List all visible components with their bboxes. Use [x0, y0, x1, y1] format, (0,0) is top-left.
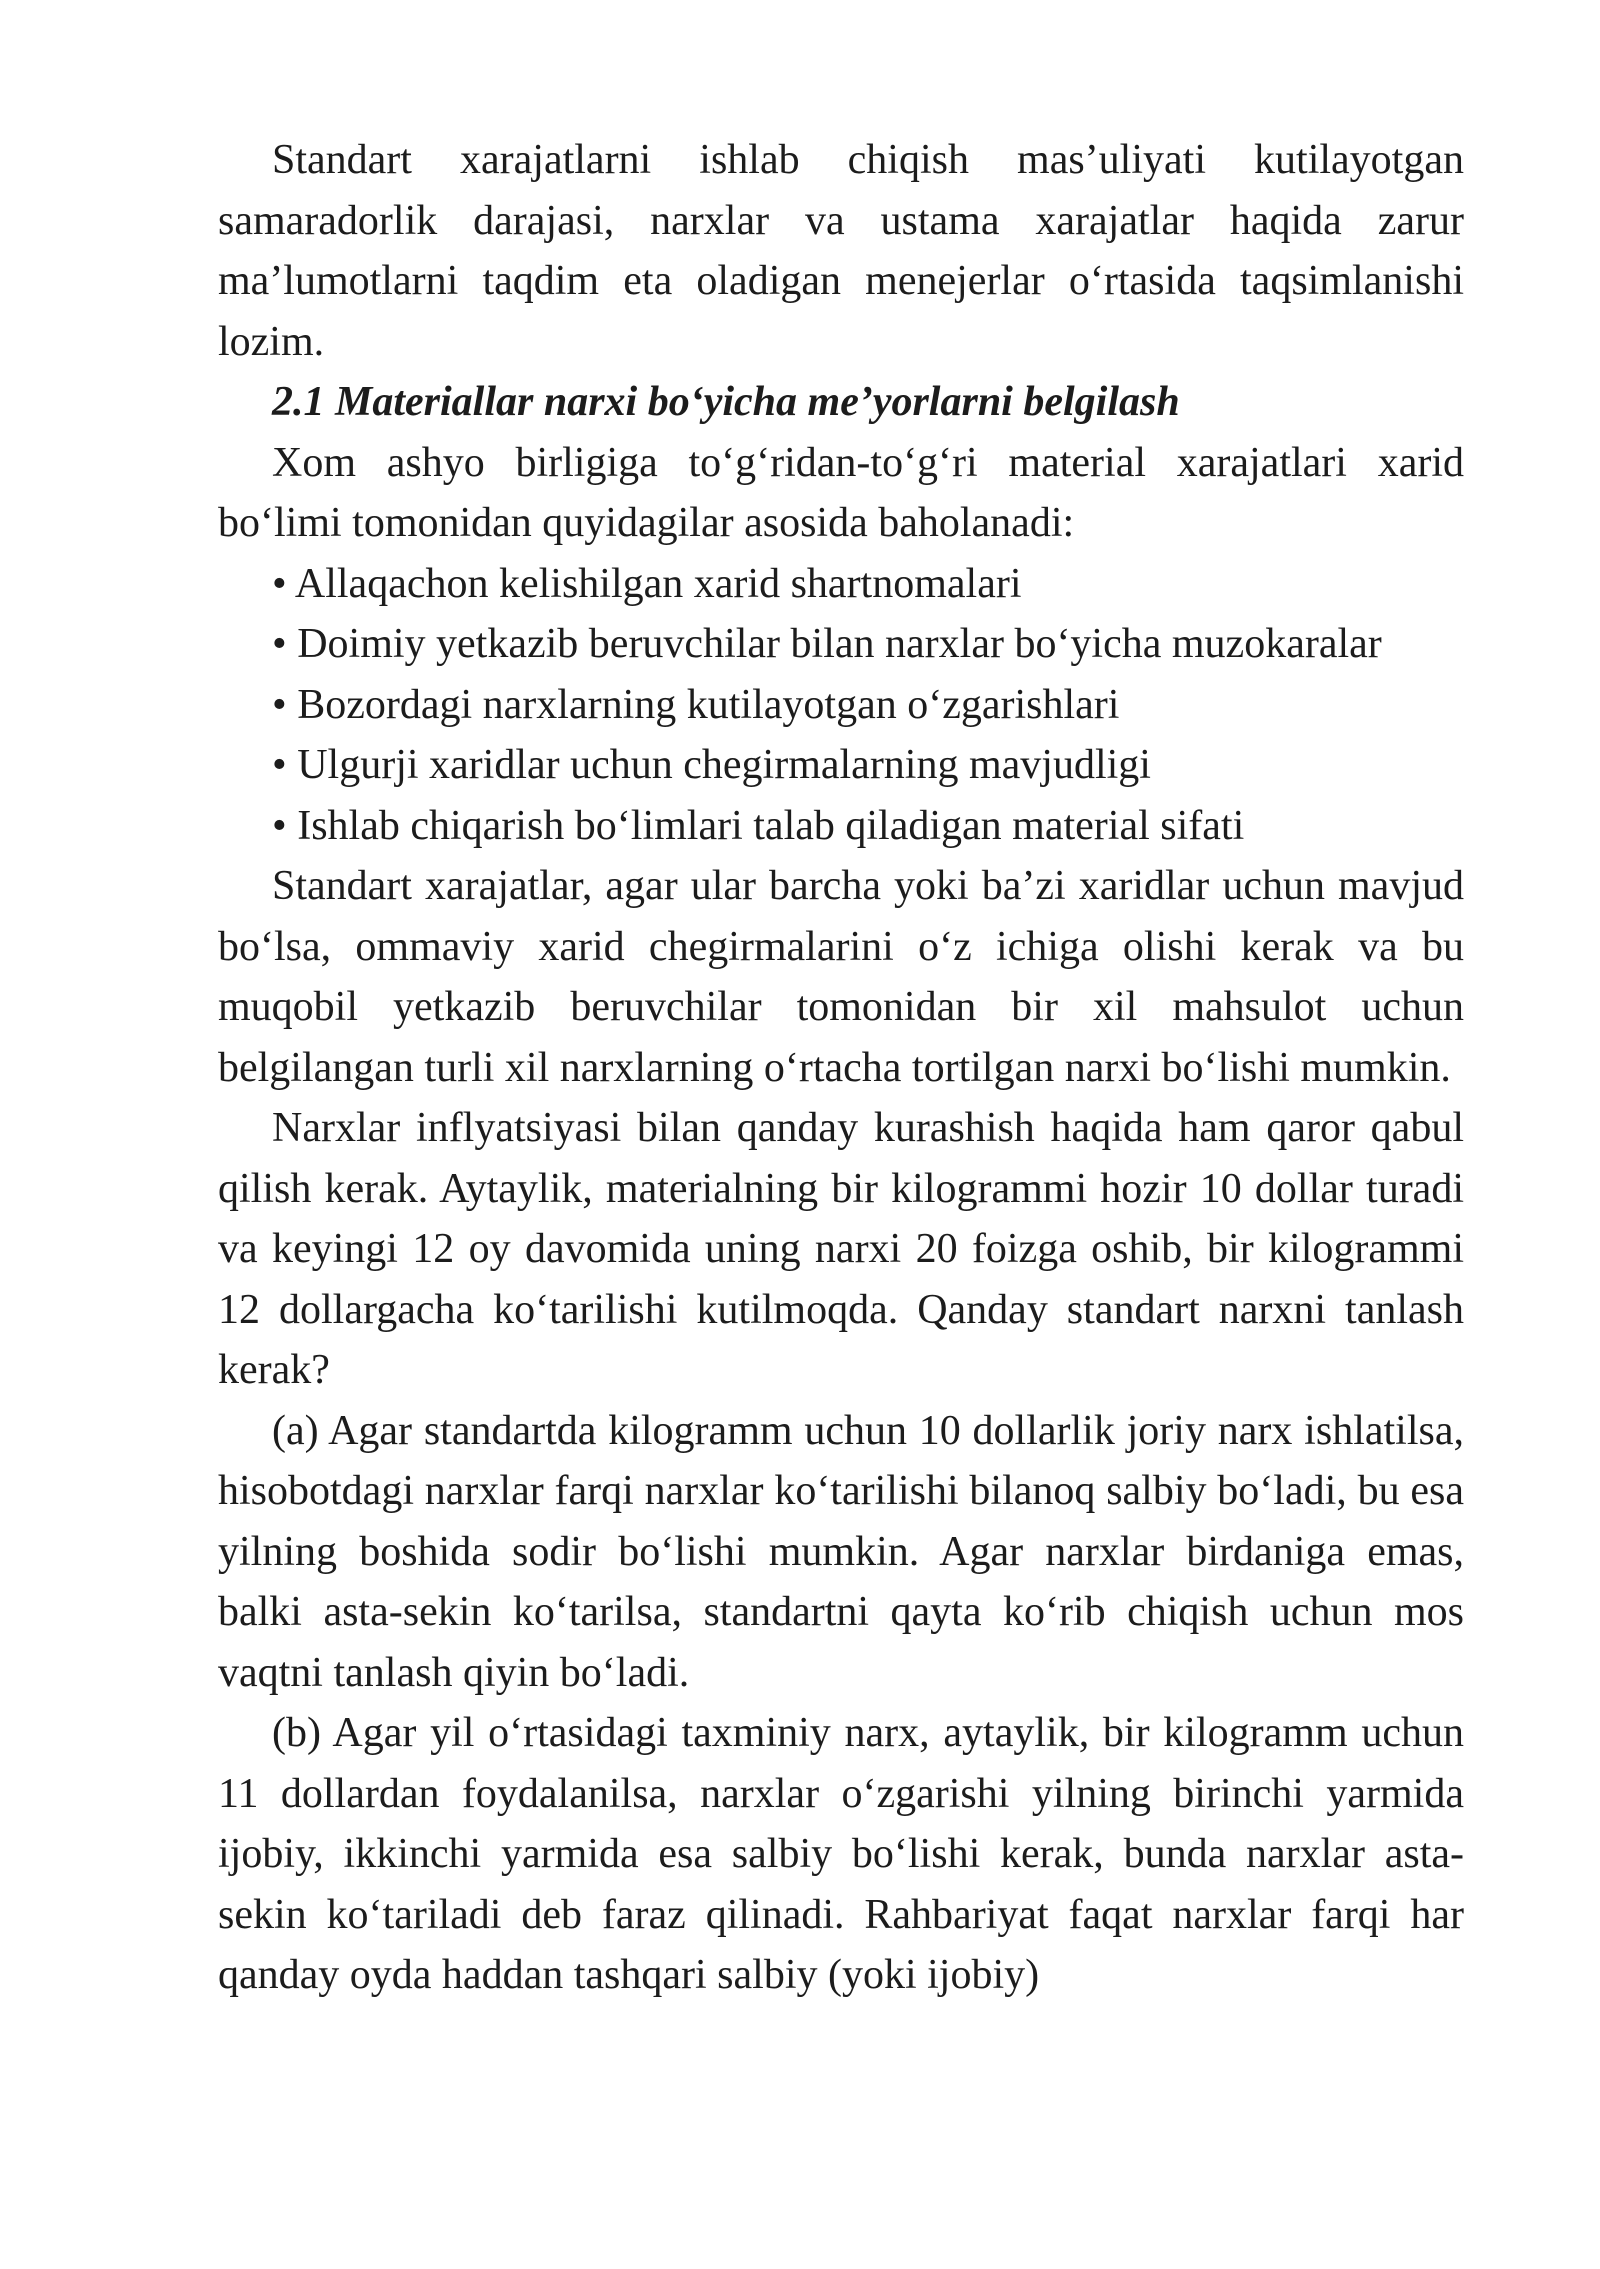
paragraph-standard-costs: Standart xarajatlar, agar ular barcha yoki ba’zi xaridlar uchun mavjud bo‘lsa, ommaviy xarid chegirmalarini o‘z ichiga olishi kerak va bu muqobil yetkazib beruvchilar tomonidan bir xil mahsulot uchun belgilangan turli xil narxlarning o‘rtacha tortilgan narxi bo‘lishi mumkin.	[218, 863, 1464, 1091]
bullet-item: • Doimiy yetkazib beruvchilar bilan narxlar bo‘yicha muzokaralar	[272, 621, 1382, 667]
bullet-item: • Bozordagi narxlarning kutilayotgan o‘zgarishlari	[272, 681, 1120, 728]
paragraph-option-b: (b) Agar yil o‘rtasidagi taxminiy narx, aytaylik, bir kilogramm uchun 11 dollardan foydalanilsa, narxlar o‘zgarishi yilning birinchi yarmida ijobiy, ikkinchi yarmida esa salbiy bo‘lishi kerak, bunda narxlar asta-sekin ko‘tariladi deb faraz qilinadi. Rahbariyat faqat narxlar farqi har qanday oyda haddan tashqari salbiy (yoki ijobiy)	[218, 1710, 1464, 1998]
document-page	[218, 130, 1464, 2006]
bullet-item: • Allaqachon kelishilgan xarid shartnomalari	[272, 560, 1022, 607]
paragraph-responsibility: Standart xarajatlarni ishlab chiqish mas’uliyati kutilayotgan samaradorlik darajasi, narxlar va ustama xarajatlar haqida zarur ma’lumotlarni taqdim eta oladigan menejerlar o‘rtasida taqsimlanishi lozim.	[218, 137, 1464, 365]
paragraph-option-a: (a) Agar standartda kilogramm uchun 10 dollarlik joriy narx ishlatilsa, hisobotdagi narxlar farqi narxlar ko‘tarilishi bilanoq salbiy bo‘ladi, bu esa yilning boshida sodir bo‘lishi mumkin. Agar narxlar birdaniga emas, balki asta-sekin ko‘tarilsa, standartni qayta ko‘rib chiqish uchun mos vaqtni tanlash qiyin bo‘ladi.	[218, 1407, 1464, 1696]
bullet-item: • Ishlab chiqarish bo‘limlari talab qiladigan material sifati	[272, 802, 1245, 849]
paragraph-inflation: Narxlar inflyatsiyasi bilan qanday kurashish haqida ham qaror qabul qilish kerak. Aytaylik, materialning bir kilogrammi hozir 10 dollar turadi va keyingi 12 oy davomida uning narxi 20 foizga oshib, bir kilogrammi 12 dollargacha ko‘tarilishi kutilmoqda. Qanday standart narxni tanlash kerak?	[218, 1105, 1464, 1393]
section-heading: 2.1 Materiallar narxi bo‘yicha me’yorlarni belgilash	[272, 379, 1180, 425]
bullet-item: • Ulgurji xaridlar uchun chegirmalarning mavjudligi	[272, 742, 1151, 788]
paragraph-raw-material: Xom ashyo birligiga to‘g‘ridan-to‘g‘ri material xarajatlari xarid bo‘limi tomonidan quyidagilar asosida baholanadi:	[218, 439, 1464, 546]
